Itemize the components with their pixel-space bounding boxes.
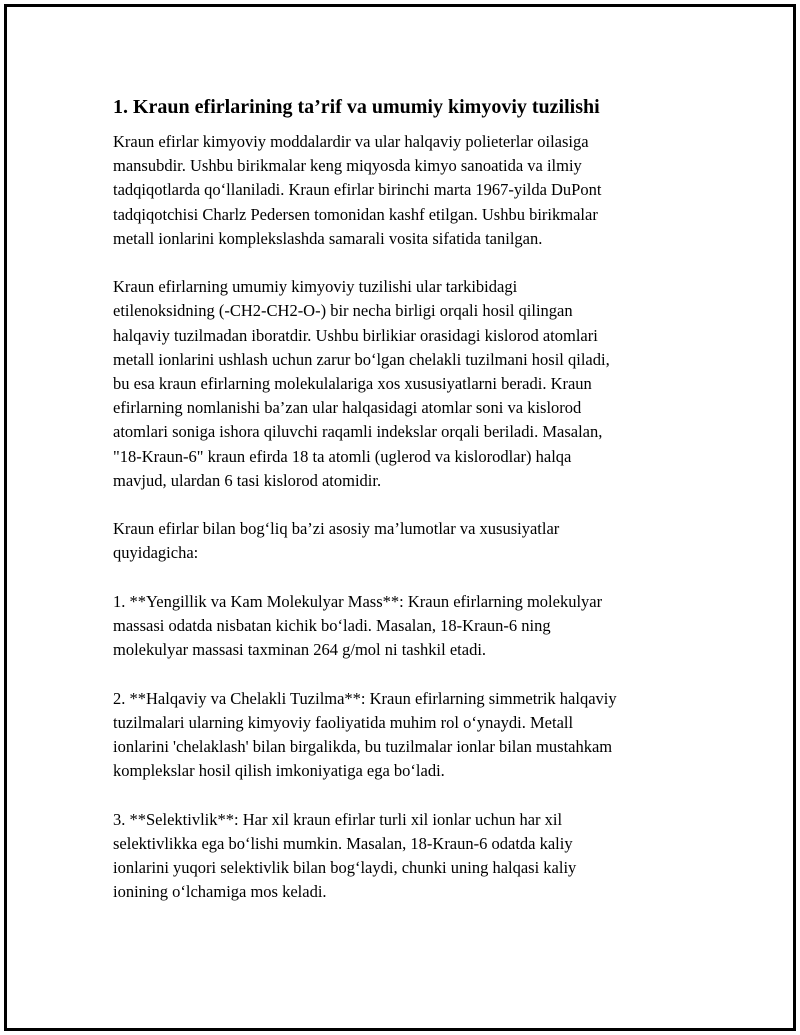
paragraph-line: tadqiqotlarda qo‘llaniladi. Kraun efirlar birinchi marta 1967-yilda DuPont	[113, 180, 602, 200]
paragraph-line: metall ionlarini ushlash uchun zarur bo‘lgan chelakli tuzilmani hosil qiladi,	[113, 349, 610, 369]
paragraph-line: 2. **Halqaviy va Chelakli Tuzilma**: Kraun efirlarning simmetrik halqaviy	[113, 688, 617, 708]
section-heading: 1. Kraun efirlarining ta’rif va umumiy kimyoviy tuzilishi	[113, 96, 600, 118]
paragraph-line: selektivlikka ega bo‘lishi mumkin. Masalan, 18-Kraun-6 odatda kaliy	[113, 833, 573, 853]
paragraph-line: massasi odatda nisbatan kichik bo‘ladi. Masalan, 18-Kraun-6 ning	[113, 616, 551, 636]
paragraph-line: etilenoksidning (-CH2-CH2-O-) bir necha birligi orqali hosil qilingan	[113, 301, 573, 321]
paragraph-line: tadqiqotchisi Charlz Pedersen tomonidan kashf etilgan. Ushbu birikmalar	[113, 204, 598, 224]
paragraph-line: molekulyar massasi taxminan 264 g/mol ni tashkil etadi.	[113, 640, 487, 660]
document-body	[113, 94, 693, 929]
paragraph	[113, 275, 693, 493]
paragraph-line: halqaviy tuzilmadan iboratdir. Ushbu birlikiar orasidagi kislorod atomlari	[113, 325, 598, 345]
paragraph-line: Kraun efirlarning umumiy kimyoviy tuzilishi ular tarkibidagi	[113, 277, 518, 297]
paragraph-line: tuzilmalari ularning kimyoviy faoliyatida muhim rol o‘ynaydi. Metall	[113, 712, 574, 732]
paragraph	[113, 808, 693, 905]
paragraph-list	[113, 130, 693, 904]
paragraph	[113, 130, 693, 251]
paragraph-line: Kraun efirlar bilan bog‘liq ba’zi asosiy ma’lumotlar va xususiyatlar	[113, 519, 560, 539]
paragraph-line: bu esa kraun efirlarning molekulalariga xos xususiyatlarni beradi. Kraun	[113, 374, 592, 394]
paragraph-line: ionining o‘lchamiga mos keladi.	[113, 882, 327, 902]
paragraph	[113, 687, 693, 784]
paragraph-line: ionlarini yuqori selektivlik bilan bog‘laydi, chunki uning halqasi kaliy	[113, 858, 577, 878]
paragraph-line: komplekslar hosil qilish imkoniyatiga ega bo‘ladi.	[113, 761, 445, 781]
paragraph-line: mavjud, ulardan 6 tasi kislorod atomidir.	[113, 470, 382, 490]
paragraph-line: quyidagicha:	[113, 543, 199, 563]
paragraph-line: 3. **Selektivlik**: Har xil kraun efirlar turli xil ionlar uchun har xil	[113, 809, 563, 829]
paragraph-line: mansubdir. Ushbu birikmalar keng miqyosda kimyo sanoatida va ilmiy	[113, 156, 582, 176]
paragraph-line: atomlari soniga ishora qiluvchi raqamli indekslar orqali beriladi. Masalan,	[113, 422, 603, 442]
paragraph-line: ionlarini 'chelaklash' bilan birgalikda, bu tuzilmalar ionlar bilan mustahkam	[113, 737, 613, 757]
paragraph-line: efirlarning nomlanishi ba’zan ular halqasidagi atomlar soni va kislorod	[113, 398, 582, 418]
paragraph-line: metall ionlarini komplekslashda samarali vosita sifatida tanilgan.	[113, 228, 543, 248]
paragraph	[113, 590, 693, 663]
paragraph-line: "18-Kraun-6" kraun efirda 18 ta atomli (uglerod va kislorodlar) halqa	[113, 446, 572, 466]
paragraph-line: 1. **Yengillik va Kam Molekulyar Mass**: Kraun efirlarning molekulyar	[113, 591, 603, 611]
paragraph-line: Kraun efirlar kimyoviy moddalardir va ular halqaviy polieterlar oilasiga	[113, 132, 589, 151]
paragraph	[113, 517, 693, 565]
